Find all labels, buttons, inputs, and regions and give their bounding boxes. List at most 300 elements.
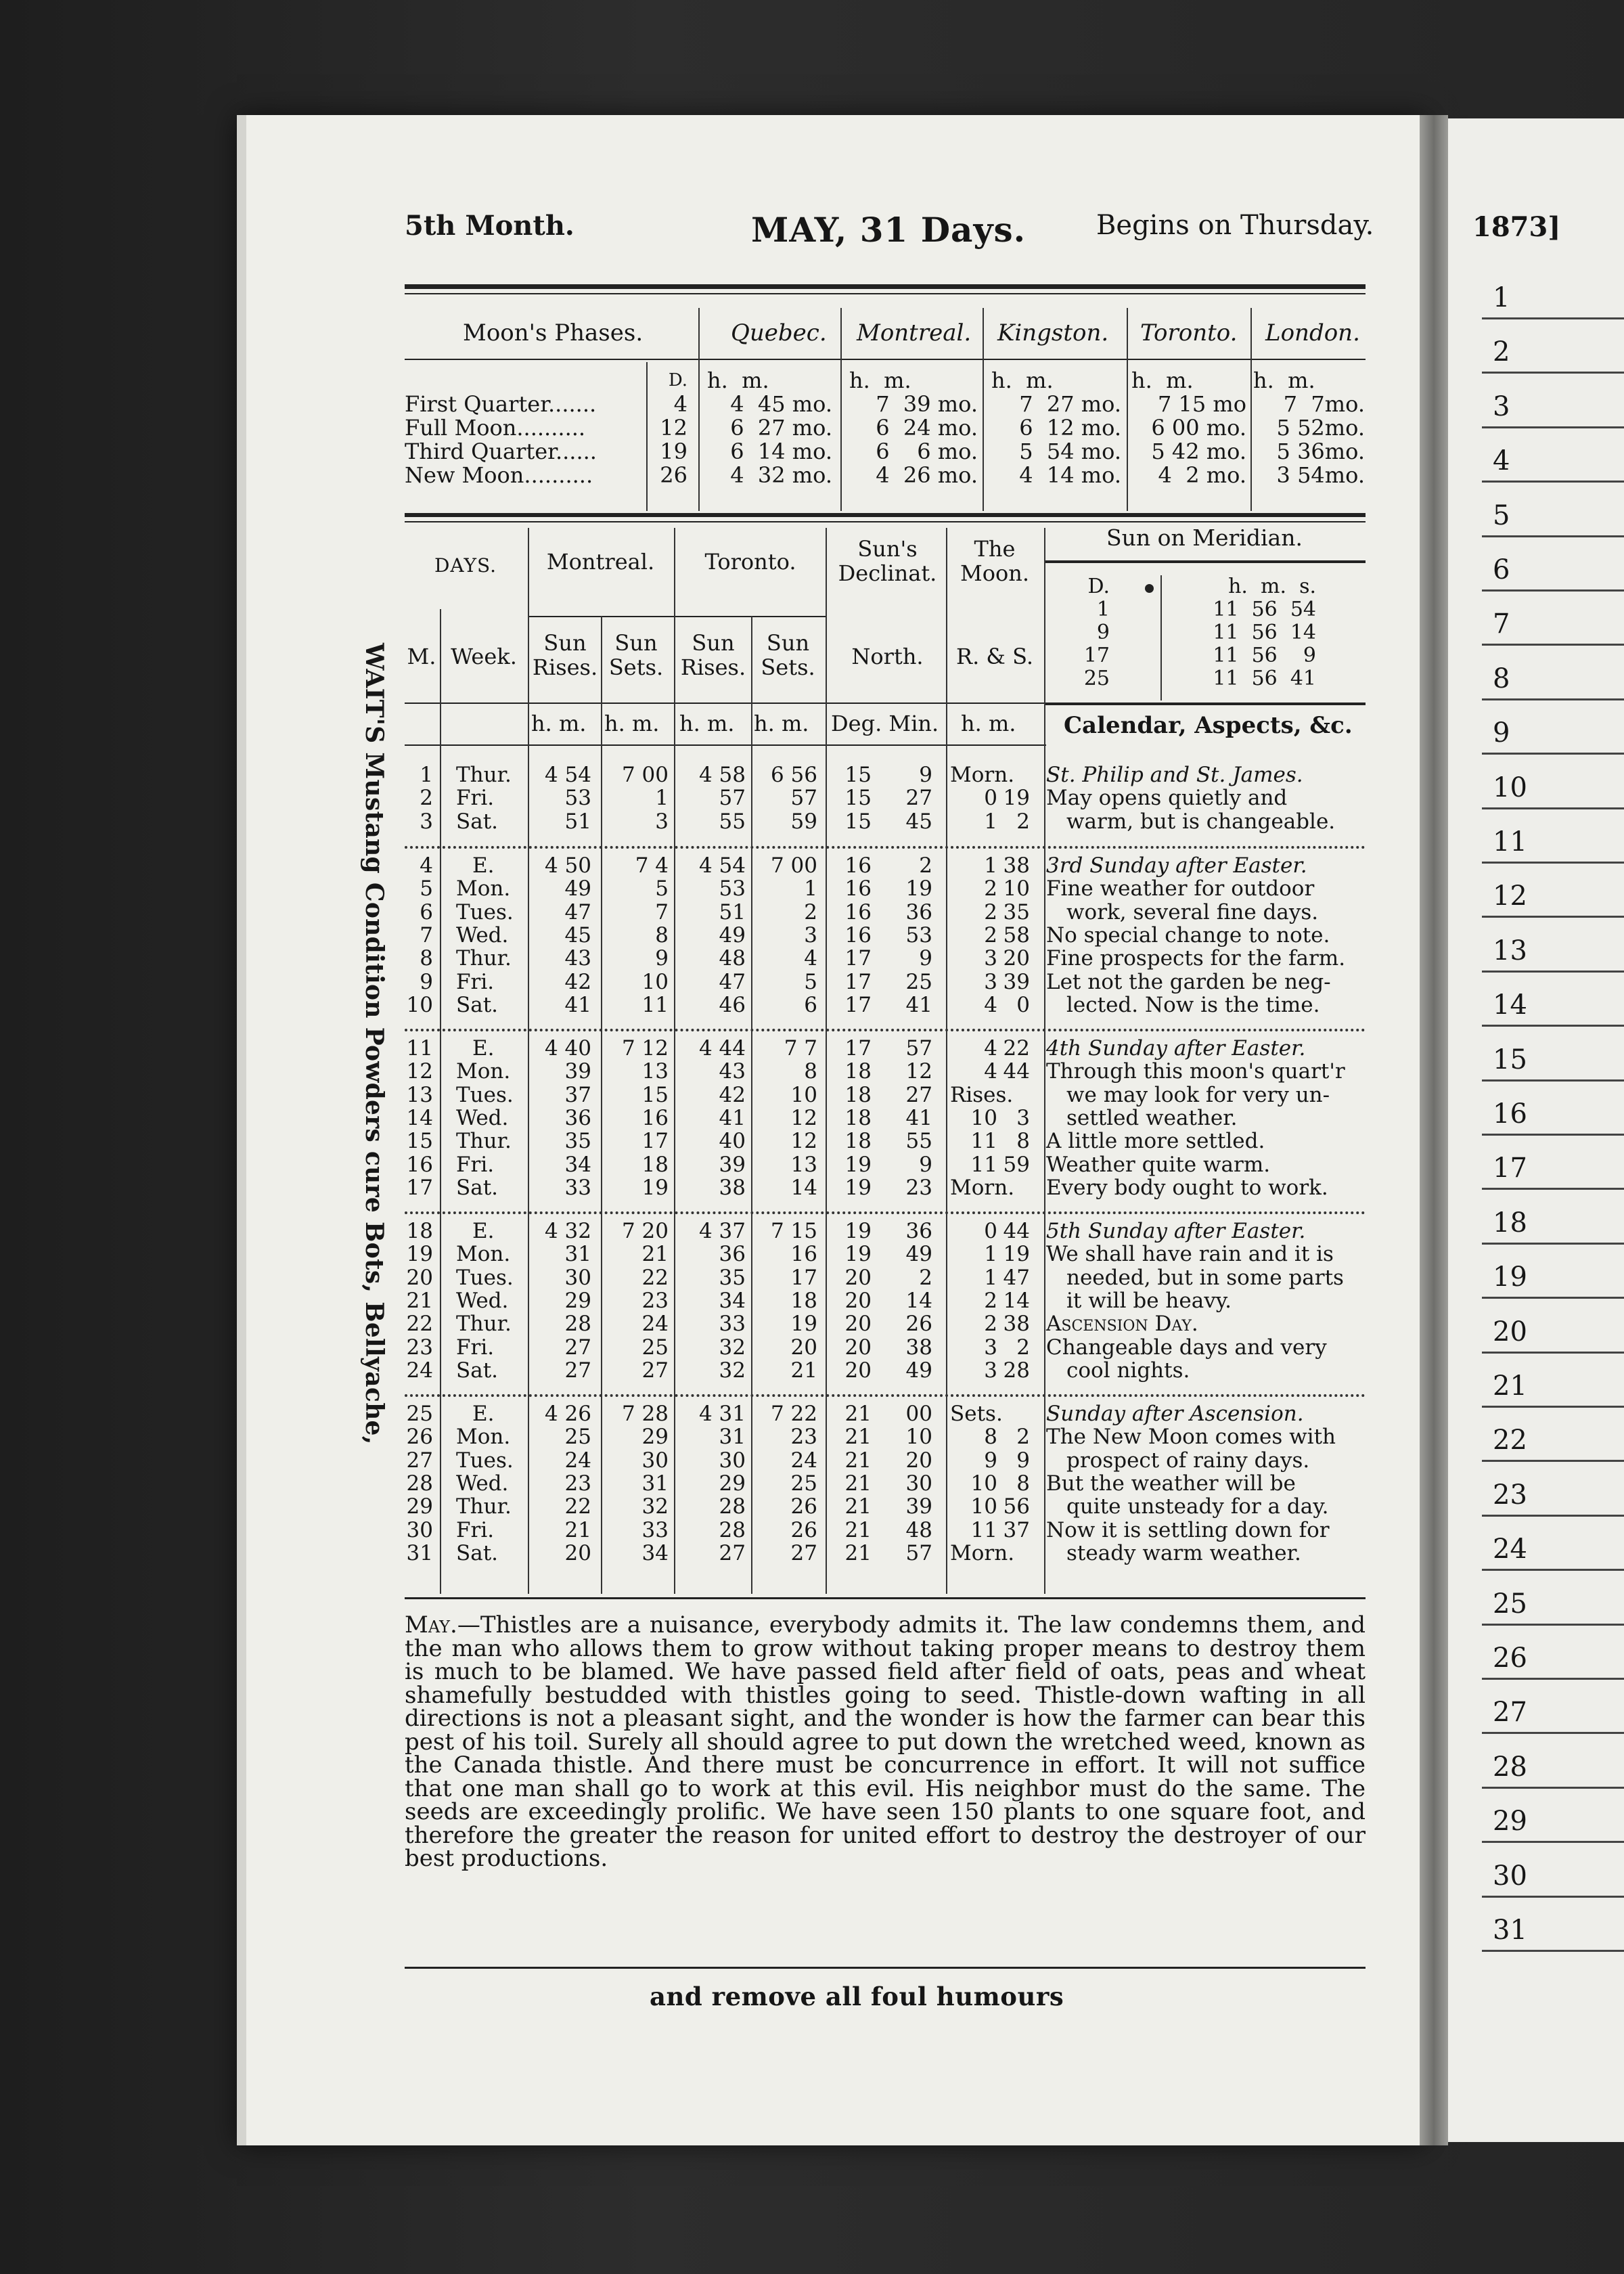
day-mr: 4 54 xyxy=(544,763,591,787)
days-heading: DAYS. xyxy=(434,554,497,577)
day-deg: 15 xyxy=(844,809,872,834)
day-mh: 4 xyxy=(984,1036,997,1061)
moon-table-bottom-rule-thin xyxy=(405,521,1366,522)
day-min: 41 xyxy=(905,992,932,1017)
day-mr: 47 xyxy=(564,899,591,924)
moon-phase-name: New Moon.......... xyxy=(405,462,593,488)
meridian-day-column: D. 1 9 17 25 xyxy=(1083,575,1110,690)
calendar-note: settled weather. xyxy=(1066,1105,1238,1130)
day-wk: Sat. xyxy=(456,809,499,834)
facing-page-rule xyxy=(1482,1243,1624,1245)
london-time-unit: h. m. xyxy=(1253,367,1315,393)
day-ts: 19 xyxy=(790,1312,817,1337)
day-ts: 24 xyxy=(790,1448,817,1473)
unit-toronto-set: h. m. xyxy=(754,711,809,736)
day-deg: 17 xyxy=(844,992,872,1017)
day-m: 31 xyxy=(406,1540,433,1565)
day-m: 9 xyxy=(420,969,433,994)
side-ad-text: WAIT'S Mustang Condition Powders cure Bots, Bellyache, xyxy=(360,643,388,1445)
moon-phase-name: Full Moon.......... xyxy=(405,415,586,441)
facing-page-rule xyxy=(1482,372,1624,374)
moon-phase-name: Third Quarter...... xyxy=(405,439,597,464)
facing-page-rule xyxy=(1482,317,1624,319)
facing-page-day-number: 23 xyxy=(1493,1479,1527,1511)
day-m: 27 xyxy=(406,1448,433,1473)
facing-page-day-number: 7 xyxy=(1493,608,1510,640)
day-wk: Thur. xyxy=(456,1494,512,1519)
day-m: 14 xyxy=(406,1105,433,1130)
moon-phase-name: First Quarter....... xyxy=(405,391,597,417)
montreal-sunset-heading: Sun Sets. xyxy=(608,630,664,680)
facing-page-rule xyxy=(1482,535,1624,537)
day-wk: Thur. xyxy=(456,1129,512,1154)
facing-page-rule xyxy=(1482,481,1624,483)
day-tr: 43 xyxy=(719,1059,746,1084)
day-wk: Thur. xyxy=(456,946,512,971)
facing-page-day-number: 8 xyxy=(1493,663,1510,694)
calendar-note: work, several fine days. xyxy=(1066,899,1319,924)
day-mm: 19 xyxy=(1003,1242,1030,1267)
day-ms: 29 xyxy=(641,1425,669,1450)
day-wk: Thur. xyxy=(456,763,512,787)
facing-page-rule xyxy=(1482,1896,1624,1898)
day-deg: 21 xyxy=(844,1494,872,1519)
day-min: 36 xyxy=(905,1219,932,1243)
day-ts: 6 xyxy=(804,992,817,1017)
day-mh: 2 xyxy=(984,922,997,948)
moon-phase-london xyxy=(1253,369,1365,487)
facing-page-day-number: 14 xyxy=(1493,989,1527,1021)
day-deg: 18 xyxy=(844,1059,872,1084)
day-min: 2 xyxy=(919,1265,932,1290)
day-deg: 18 xyxy=(844,1129,872,1154)
day-ms: 7 xyxy=(655,899,669,924)
day-ms: 19 xyxy=(641,1175,669,1200)
bottom-advertisement: and remove all foul humours xyxy=(650,1982,1064,2011)
facing-page-rule xyxy=(1482,1460,1624,1462)
day-deg: 17 xyxy=(844,1036,872,1061)
day-deg: 20 xyxy=(844,1288,872,1313)
day-m: 8 xyxy=(420,946,433,971)
meridian-box-rule xyxy=(1045,703,1366,704)
quebec-time-value: 4 32 mo. xyxy=(730,462,832,488)
calendar-heading: Calendar, Aspects, &c. xyxy=(1064,712,1353,739)
day-ms: 16 xyxy=(641,1105,669,1130)
week-separator xyxy=(405,1211,1366,1214)
day-wk: Wed. xyxy=(456,1105,509,1130)
day-ms: 5 xyxy=(655,876,669,901)
day-ts: 10 xyxy=(790,1082,817,1107)
day-min: 53 xyxy=(905,922,932,948)
london-heading: London. xyxy=(1265,319,1360,347)
day-m: 11 xyxy=(406,1036,433,1061)
day-deg: 19 xyxy=(844,1219,872,1243)
calendar-note: 4th Sunday after Easter. xyxy=(1046,1036,1306,1061)
day-min: 41 xyxy=(905,1105,932,1130)
montreal-subrule xyxy=(528,616,826,617)
moon-phase-montreal xyxy=(849,369,978,487)
day-deg: 16 xyxy=(844,899,872,924)
day-mr: 34 xyxy=(564,1152,591,1177)
day-min: 30 xyxy=(905,1471,932,1496)
essay-bottom-rule xyxy=(405,1967,1366,1969)
day-deg: 16 xyxy=(844,876,872,901)
day-m: 17 xyxy=(406,1175,433,1200)
unit-montreal-rise: h. m. xyxy=(531,711,587,736)
north-heading: North. xyxy=(851,644,924,669)
day-min: 9 xyxy=(919,763,932,787)
m-heading: M. xyxy=(407,644,436,669)
moon-heading: The Moon. xyxy=(960,536,1030,586)
may-essay xyxy=(405,1613,1366,1871)
day-ms: 15 xyxy=(641,1082,669,1107)
day-deg: 15 xyxy=(844,763,872,787)
london-time-value: 7 7mo. xyxy=(1283,391,1365,417)
day-mm: 3 xyxy=(1016,1105,1030,1130)
day-mh: 11 xyxy=(970,1129,997,1154)
day-deg: 20 xyxy=(844,1335,872,1360)
meridian-time-column: h. m. s. 11 56 54 11 56 14 11 56 9 11 56 41 xyxy=(1213,575,1316,690)
day-mm: 19 xyxy=(1003,786,1030,811)
day-tr: 32 xyxy=(719,1335,746,1360)
day-m: 16 xyxy=(406,1152,433,1177)
facing-page-rule xyxy=(1482,1678,1624,1680)
day-min: 49 xyxy=(905,1242,932,1267)
day-mr: 27 xyxy=(564,1358,591,1383)
london-time-value: 3 54mo. xyxy=(1276,462,1365,488)
day-tr: 34 xyxy=(719,1288,746,1313)
calendar-note: May opens quietly and xyxy=(1046,786,1288,811)
day-ts: 5 xyxy=(804,969,817,994)
day-tr: 4 44 xyxy=(698,1036,746,1061)
facing-page-rule xyxy=(1482,1406,1624,1408)
day-mh: 1 xyxy=(984,809,997,834)
day-mh: 10 xyxy=(970,1494,997,1519)
header-under-rule xyxy=(405,703,1046,704)
essay-text: —Thistles are a nuisance, everybody admits it. The law condemns them, and the man who allows them to grow without taking proper means to destroy them is much to be blamed. We have passed field after field of oats, peas and wheat shamefully bestudded with thistles going to seed. Thistle-down wafting in all directions is not a pleasant sight, and the wonder is how the farmer can bear this pest of his toil. Surely all should agree to put down the wretched weed, known as the Canada thistle. And there must be concurrence in effort. It will not suffice that one man shall go to work at this evil. His neighbor must do the same. The seeds are exceedingly prolific. We have seen 150 plants to one square foot, and therefore the greater the reason for united effort to destroy the destroyer of our best productions. xyxy=(405,1611,1366,1872)
day-m: 30 xyxy=(406,1517,433,1542)
quebec-time-value: 6 14 mo. xyxy=(730,439,832,464)
montreal-time-value: 6 24 mo. xyxy=(876,415,978,441)
moon-phase-day-value: 4 xyxy=(673,391,687,417)
day-ts: 25 xyxy=(790,1471,817,1496)
month-number: 5th Month. xyxy=(405,210,574,242)
day-min: 27 xyxy=(905,1082,932,1107)
day-ts: 21 xyxy=(790,1358,817,1383)
day-wk: Tues. xyxy=(456,1082,514,1107)
day-ts: 2 xyxy=(804,899,817,924)
day-deg: 15 xyxy=(844,786,872,811)
day-tr: 40 xyxy=(719,1129,746,1154)
facing-page-rule xyxy=(1482,426,1624,428)
day-tr: 49 xyxy=(719,922,746,948)
day-wk: Mon. xyxy=(456,1242,511,1267)
facing-page-day-number: 19 xyxy=(1493,1262,1527,1293)
facing-page-rule xyxy=(1482,1188,1624,1190)
day-tr: 28 xyxy=(719,1517,746,1542)
day-mh: Sets. xyxy=(950,1402,1003,1426)
day-m: 15 xyxy=(406,1129,433,1154)
day-ts: 14 xyxy=(790,1175,817,1200)
day-ts: 7 00 xyxy=(770,853,817,878)
day-mr: 51 xyxy=(564,809,591,834)
day-deg: 16 xyxy=(844,853,872,878)
kingston-time-value: 5 54 mo. xyxy=(1019,439,1121,464)
calendar-note: Through this moon's quart'r xyxy=(1046,1059,1345,1084)
facing-page-rule xyxy=(1482,1787,1624,1789)
day-m: 18 xyxy=(406,1219,433,1243)
moon-phase-days xyxy=(650,369,687,487)
day-ts: 7 22 xyxy=(770,1402,817,1426)
day-deg: 19 xyxy=(844,1242,872,1267)
day-row xyxy=(405,1359,1366,1382)
divider xyxy=(983,308,984,511)
facing-page-rule xyxy=(1482,1079,1624,1082)
day-mh: 2 xyxy=(984,1288,997,1313)
day-mr: 36 xyxy=(564,1105,591,1130)
day-tr: 39 xyxy=(719,1152,746,1177)
day-mm: 44 xyxy=(1003,1219,1030,1243)
day-ts: 26 xyxy=(790,1517,817,1542)
day-m: 2 xyxy=(420,786,433,811)
day-mh: 11 xyxy=(970,1517,997,1542)
day-tr: 38 xyxy=(719,1175,746,1200)
day-mr: 25 xyxy=(564,1425,591,1450)
day-mr: 53 xyxy=(564,786,591,811)
day-tr: 30 xyxy=(719,1448,746,1473)
day-min: 20 xyxy=(905,1448,932,1473)
toronto-time-value: 4 2 mo. xyxy=(1158,462,1246,488)
rs-heading: R. & S. xyxy=(955,644,1034,669)
london-time-value: 5 52mo. xyxy=(1276,415,1365,441)
day-ts: 26 xyxy=(790,1494,817,1519)
calendar-note: But the weather will be xyxy=(1046,1471,1296,1496)
week-heading: Week. xyxy=(451,644,517,669)
day-mr: 22 xyxy=(564,1494,591,1519)
day-mm: 58 xyxy=(1003,922,1030,948)
day-mh: 1 xyxy=(984,1242,997,1267)
kingston-time-value: 6 12 mo. xyxy=(1019,415,1121,441)
facing-page-rule xyxy=(1482,698,1624,700)
unit-toronto-rise: h. m. xyxy=(679,711,735,736)
moon-phase-day-value: 26 xyxy=(660,462,687,488)
day-mm: 35 xyxy=(1003,899,1030,924)
day-tr: 4 54 xyxy=(698,853,746,878)
day-mr: 21 xyxy=(564,1517,591,1542)
day-min: 9 xyxy=(919,946,932,971)
day-deg: 21 xyxy=(844,1425,872,1450)
day-wk: Sat. xyxy=(456,1175,499,1200)
meridian-rule xyxy=(1045,560,1366,563)
day-m: 23 xyxy=(406,1335,433,1360)
day-mr: 28 xyxy=(564,1312,591,1337)
day-min: 26 xyxy=(905,1312,932,1337)
day-min: 57 xyxy=(905,1036,932,1061)
quebec-heading: Quebec. xyxy=(731,319,827,347)
facing-page-rule xyxy=(1482,1569,1624,1571)
day-mr: 4 26 xyxy=(544,1402,591,1426)
day-ms: 21 xyxy=(641,1242,669,1267)
day-min: 27 xyxy=(905,786,932,811)
day-wk: Fri. xyxy=(456,969,495,994)
montreal-heading: Montreal. xyxy=(857,319,972,347)
facing-page-day-number: 28 xyxy=(1493,1751,1527,1783)
day-mm: 44 xyxy=(1003,1059,1030,1084)
page-title: MAY, 31 Days. xyxy=(751,210,1027,250)
day-ts: 7 15 xyxy=(770,1219,817,1243)
facing-page-day-number: 13 xyxy=(1493,935,1527,966)
calendar-note: Weather quite warm. xyxy=(1046,1152,1271,1177)
day-min: 14 xyxy=(905,1288,932,1313)
day-ms: 27 xyxy=(641,1358,669,1383)
day-tr: 4 58 xyxy=(698,763,746,787)
facing-page-day-number: 17 xyxy=(1493,1153,1527,1184)
divider xyxy=(840,308,842,511)
toronto-time-unit: h. m. xyxy=(1131,367,1194,393)
moon-phase-day-value: 12 xyxy=(660,415,687,441)
day-wk: Fri. xyxy=(456,1335,495,1360)
day-mr: 23 xyxy=(564,1471,591,1496)
divider xyxy=(1160,575,1162,700)
facing-page-day-number: 15 xyxy=(1493,1044,1527,1075)
toronto-heading: Toronto. xyxy=(1140,319,1238,347)
day-ts: 6 56 xyxy=(770,763,817,787)
side-advertisement xyxy=(359,643,392,1597)
book-gutter xyxy=(1420,115,1448,2145)
facing-page-rule xyxy=(1482,1134,1624,1136)
day-deg: 21 xyxy=(844,1540,872,1565)
day-m: 29 xyxy=(406,1494,433,1519)
montreal-time-unit: h. m. xyxy=(849,367,911,393)
moon-phases-heading: Moon's Phases. xyxy=(463,319,644,347)
day-mh: 2 xyxy=(984,876,997,901)
montreal-sunrise-heading: Sun Rises. xyxy=(532,630,598,680)
day-ms: 17 xyxy=(641,1129,669,1154)
week-separator xyxy=(405,846,1366,849)
day-tr: 32 xyxy=(719,1358,746,1383)
day-m: 21 xyxy=(406,1288,433,1313)
day-wk: E. xyxy=(472,1402,495,1426)
facing-page-day-number: 21 xyxy=(1493,1370,1527,1402)
unit-declination: Deg. Min. xyxy=(831,711,939,736)
day-deg: 19 xyxy=(844,1152,872,1177)
day-m: 1 xyxy=(420,763,433,787)
facing-page-day-number: 25 xyxy=(1493,1588,1527,1620)
day-mm: 20 xyxy=(1003,946,1030,971)
calendar-note: warm, but is changeable. xyxy=(1066,809,1336,834)
day-tr: 46 xyxy=(719,992,746,1017)
day-ms: 22 xyxy=(641,1265,669,1290)
toronto-time-value: 6 00 mo. xyxy=(1151,415,1246,441)
calendar-note: No special change to note. xyxy=(1046,922,1330,948)
day-ms: 7 12 xyxy=(621,1036,669,1061)
day-mr: 24 xyxy=(564,1448,591,1473)
day-tr: 28 xyxy=(719,1494,746,1519)
day-tr: 48 xyxy=(719,946,746,971)
calendar-note: 5th Sunday after Easter. xyxy=(1046,1219,1306,1243)
day-wk: Sat. xyxy=(456,992,499,1017)
day-mm: 0 xyxy=(1016,992,1030,1017)
day-wk: Fri. xyxy=(456,1517,495,1542)
day-m: 6 xyxy=(420,899,433,924)
day-ms: 10 xyxy=(641,969,669,994)
day-mr: 4 50 xyxy=(544,853,591,878)
facing-page xyxy=(1448,118,1624,2142)
calendar-note: St. Philip and St. James. xyxy=(1046,763,1303,787)
day-tr: 53 xyxy=(719,876,746,901)
day-ts: 17 xyxy=(790,1265,817,1290)
day-ms: 7 4 xyxy=(635,853,669,878)
day-mm: 37 xyxy=(1003,1517,1030,1542)
divider xyxy=(1127,308,1128,511)
day-ms: 32 xyxy=(641,1494,669,1519)
toronto-col-heading: Toronto. xyxy=(704,549,796,575)
day-tr: 33 xyxy=(719,1312,746,1337)
day-ms: 3 xyxy=(655,809,669,834)
day-wk: Mon. xyxy=(456,1059,511,1084)
week-separator xyxy=(405,1394,1366,1397)
facing-page-day-number: 6 xyxy=(1493,554,1510,585)
day-mr: 45 xyxy=(564,922,591,948)
facing-page-day-number: 18 xyxy=(1493,1207,1527,1239)
day-min: 39 xyxy=(905,1494,932,1519)
day-mm: 2 xyxy=(1016,809,1030,834)
day-wk: Mon. xyxy=(456,1425,511,1450)
divider xyxy=(698,308,700,511)
toronto-time-value: 5 42 mo. xyxy=(1151,439,1246,464)
day-row xyxy=(405,1312,1366,1335)
day-m: 28 xyxy=(406,1471,433,1496)
day-m: 10 xyxy=(406,992,433,1017)
kingston-time-unit: h. m. xyxy=(991,367,1054,393)
week-separator xyxy=(405,1029,1366,1031)
divider xyxy=(646,362,648,511)
day-mh: 11 xyxy=(970,1152,997,1177)
facing-page-day-number: 12 xyxy=(1493,880,1527,912)
quebec-time-value: 6 27 mo. xyxy=(730,415,832,441)
calendar-note: Fine prospects for the farm. xyxy=(1046,946,1346,971)
facing-page-day-number: 29 xyxy=(1493,1806,1527,1837)
day-wk: Wed. xyxy=(456,1471,509,1496)
day-wk: Fri. xyxy=(456,1152,495,1177)
day-ts: 27 xyxy=(790,1540,817,1565)
day-mh: 10 xyxy=(970,1471,997,1496)
day-ms: 25 xyxy=(641,1335,669,1360)
day-m: 5 xyxy=(420,876,433,901)
facing-page-day-number: 31 xyxy=(1493,1915,1527,1946)
day-mm: 47 xyxy=(1003,1265,1030,1290)
kingston-time-value: 4 14 mo. xyxy=(1019,462,1121,488)
day-deg: 20 xyxy=(844,1265,872,1290)
moon-phase-subrule xyxy=(405,359,1366,360)
day-ms: 7 00 xyxy=(621,763,669,787)
day-mr: 20 xyxy=(564,1540,591,1565)
calendar-note: Let not the garden be neg- xyxy=(1046,969,1331,994)
day-ts: 3 xyxy=(804,922,817,948)
facing-page-day-number: 10 xyxy=(1493,772,1527,803)
day-mh: Morn. xyxy=(950,763,1015,787)
day-wk: Thur. xyxy=(456,1312,512,1337)
moon-phase-kingston xyxy=(991,369,1121,487)
calendar-note: lected. Now is the time. xyxy=(1066,992,1320,1017)
calendar-note: steady warm weather. xyxy=(1066,1540,1301,1565)
day-mm: 10 xyxy=(1003,876,1030,901)
kingston-time-value: 7 27 mo. xyxy=(1019,391,1121,417)
day-mm: 14 xyxy=(1003,1288,1030,1313)
day-mh: 2 xyxy=(984,899,997,924)
day-mr: 31 xyxy=(564,1242,591,1267)
day-mm: 8 xyxy=(1016,1129,1030,1154)
